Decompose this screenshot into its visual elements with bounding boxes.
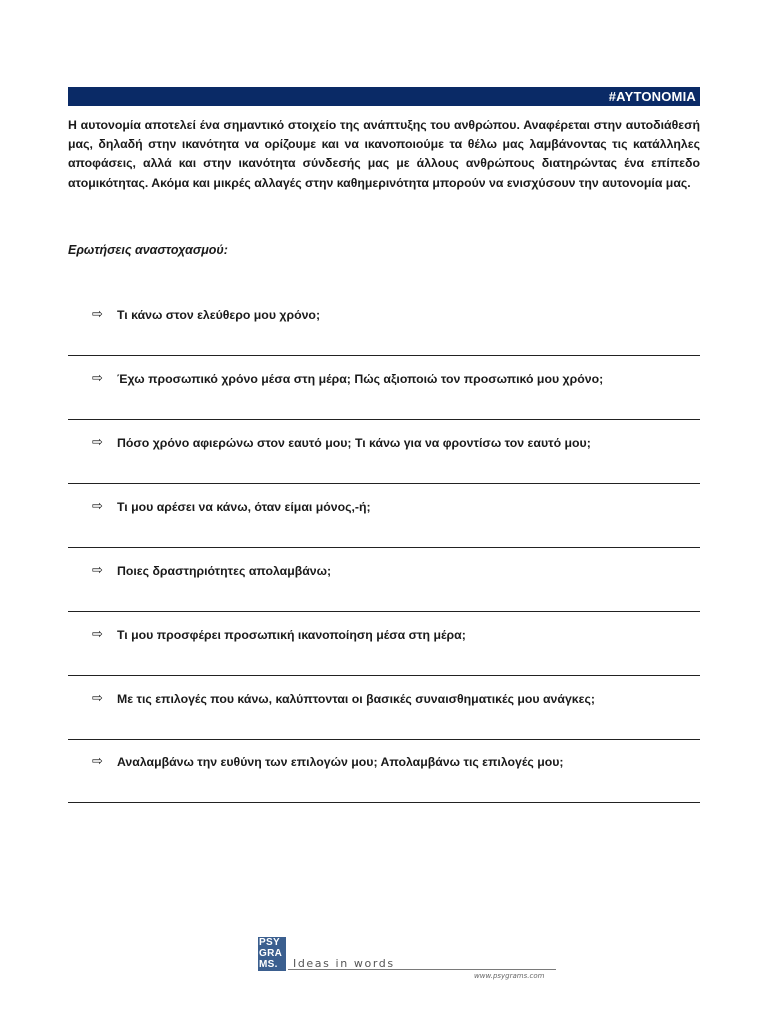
arrow-right-outline-icon: ⇨: [92, 753, 103, 768]
logo-tagline: Ideas in words: [293, 957, 395, 970]
header-bar: [68, 87, 700, 106]
question-text: Πόσο χρόνο αφιερώνω στον εαυτό μου; Τι κάνω για να φροντίσω τον εαυτό μου;: [117, 436, 591, 450]
question-text: Τι μου αρέσει να κάνω, όταν είμαι μόνος,-ή;: [117, 500, 371, 514]
arrow-right-outline-icon: ⇨: [92, 562, 103, 577]
question-row: [68, 627, 700, 691]
question-text: Τι μου προσφέρει προσωπική ικανοποίηση μέσα στη μέρα;: [117, 628, 466, 642]
question-row: [68, 563, 700, 627]
question-row: [68, 499, 700, 563]
arrow-right-outline-icon: ⇨: [92, 626, 103, 641]
logo-divider: [288, 969, 556, 970]
question-text: Με τις επιλογές που κάνω, καλύπτονται οι βασικές συναισθηματικές μου ανάγκες;: [117, 692, 595, 706]
answer-line: [68, 675, 700, 676]
answer-line: [68, 355, 700, 356]
answer-line: [68, 611, 700, 612]
question-row: [68, 691, 700, 755]
question-row: [68, 754, 700, 818]
answer-line: [68, 419, 700, 420]
question-text: Τι κάνω στον ελεύθερο μου χρόνο;: [117, 308, 321, 322]
question-row: [68, 371, 700, 435]
website-url: www.psygrams.com: [474, 972, 545, 980]
section-tag: #ΑΥΤΟΝΟΜΙΑ: [608, 89, 696, 104]
arrow-right-outline-icon: ⇨: [92, 370, 103, 385]
questions-heading: Ερωτήσεις αναστοχασμού:: [68, 243, 228, 257]
answer-line: [68, 802, 700, 803]
arrow-right-outline-icon: ⇨: [92, 690, 103, 705]
logo-line: PSY: [259, 937, 280, 948]
intro-paragraph: Η αυτονομία αποτελεί ένα σημαντικό στοιχείο της ανάπτυξης του ανθρώπου. Αναφέρεται στην αυτοδιάθεσή μας, δηλαδή στην ικανότητα να ορίζουμε και να ικανοποιούμε τα θέλω μας λαμβάνοντας τις κατάλληλες αποφάσεις, αλλά και στην ικανότητα σύνδεσής μας με άλλους ανθρώπους διατηρώντας ένα επίπεδο ατομικότητας. Ακόμα και μικρές αλλαγές στην καθημερινότητα μπορούν να ενισχύσουν την αυτονομία μας.: [68, 118, 700, 190]
question-row: [68, 435, 700, 499]
answer-line: [68, 483, 700, 484]
answer-line: [68, 739, 700, 740]
question-text: Έχω προσωπικό χρόνο μέσα στη μέρα; Πώς αξιοποιώ τον προσωπικό μου χρόνο;: [117, 372, 604, 386]
footer-logo: [258, 937, 558, 981]
arrow-right-outline-icon: ⇨: [92, 306, 103, 321]
question-row: [68, 307, 700, 371]
psygrams-logo: [258, 937, 286, 971]
question-text: Αναλαμβάνω την ευθύνη των επιλογών μου; Απολαμβάνω τις επιλογές μου;: [117, 755, 564, 769]
answer-line: [68, 547, 700, 548]
arrow-right-outline-icon: ⇨: [92, 434, 103, 449]
question-text: Ποιες δραστηριότητες απολαμβάνω;: [117, 564, 332, 578]
arrow-right-outline-icon: ⇨: [92, 498, 103, 513]
logo-line: MS.: [259, 959, 278, 970]
logo-line: GRA: [259, 948, 283, 959]
